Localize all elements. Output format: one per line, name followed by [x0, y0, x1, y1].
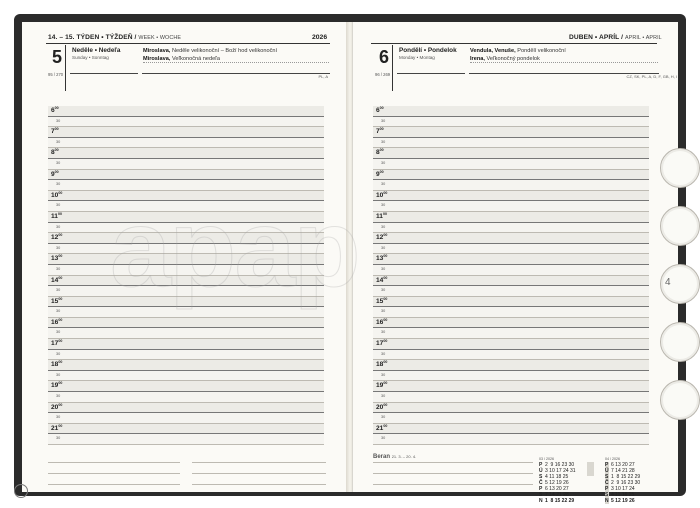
- half-hour-slot[interactable]: [373, 413, 649, 424]
- half-hour-slot[interactable]: [48, 201, 324, 212]
- calendar-row: P 6 13 20 27: [539, 486, 569, 492]
- hour-slot[interactable]: [48, 318, 324, 329]
- calendar-row: Č 5 12 19 26: [539, 480, 569, 486]
- hour-slot[interactable]: [373, 339, 649, 350]
- calendar-row: P 2 9 16 23 30: [539, 462, 575, 468]
- month-tabs: [660, 140, 700, 440]
- hour-slot[interactable]: [48, 403, 324, 414]
- calendar-row: Č 2 9 16 23 30: [605, 480, 641, 486]
- half-hour-label: 30: [56, 266, 61, 271]
- half-hour-slot[interactable]: [48, 307, 324, 318]
- hour-label: $17^{00}$: [376, 339, 388, 348]
- hour-label: $14^{00}$: [51, 275, 63, 284]
- hour-slot[interactable]: [48, 360, 324, 371]
- note-line[interactable]: [48, 462, 180, 463]
- calendar-row: P 6 13 20 27: [605, 462, 635, 468]
- day-subtitle: Sunday • Sonntag: [72, 55, 109, 60]
- hour-label: $11^{00}$: [376, 211, 387, 220]
- hour-slot[interactable]: [48, 212, 324, 223]
- half-hour-label: 30: [381, 330, 386, 335]
- half-hour-label: 30: [381, 436, 386, 441]
- hour-label: $9^{00}$: [51, 169, 59, 178]
- half-hour-label: 30: [381, 139, 386, 144]
- hour-slot[interactable]: [48, 148, 324, 159]
- hour-slot[interactable]: [48, 276, 324, 287]
- calendar-row: N 5 12 19 26: [605, 498, 635, 504]
- note-line[interactable]: [192, 484, 326, 485]
- day-underline: [70, 73, 138, 74]
- half-hour-slot[interactable]: [48, 180, 324, 191]
- hour-label: $6^{00}$: [376, 106, 384, 114]
- hour-slot[interactable]: [48, 339, 324, 350]
- hour-slot[interactable]: [48, 254, 324, 265]
- calendar-row: S 7 14 21 28: [539, 492, 569, 498]
- hour-grid: [373, 106, 649, 445]
- month-tab-current[interactable]: [660, 264, 700, 304]
- hour-label: $21^{00}$: [376, 423, 388, 432]
- calendar-row: P 3 10 17 24: [605, 486, 635, 492]
- hour-slot[interactable]: [48, 127, 324, 138]
- hour-label: $16^{00}$: [51, 317, 63, 326]
- hour-slot[interactable]: [373, 170, 649, 181]
- hour-label: $20^{00}$: [376, 402, 388, 411]
- day-underline: [397, 73, 465, 74]
- half-hour-label: 30: [381, 394, 386, 399]
- half-hour-label: 30: [381, 224, 386, 229]
- hour-label: $21^{00}$: [51, 423, 63, 432]
- half-hour-label: 30: [381, 245, 386, 250]
- half-hour-slot[interactable]: [373, 244, 649, 255]
- note-line[interactable]: [48, 484, 180, 485]
- month-title: DUBEN • APRÍL / APRIL • APRIL: [569, 34, 662, 41]
- half-hour-slot[interactable]: [373, 223, 649, 234]
- hour-label: $10^{00}$: [51, 190, 63, 199]
- half-hour-label: 30: [381, 351, 386, 356]
- day-of-year: 96 / 269: [375, 72, 391, 77]
- half-hour-label: 30: [56, 118, 61, 123]
- hour-label: $13^{00}$: [51, 254, 63, 263]
- half-hour-slot[interactable]: [48, 328, 324, 339]
- note-line[interactable]: [373, 462, 533, 463]
- half-hour-label: 30: [56, 160, 61, 165]
- hour-label: $12^{00}$: [51, 233, 63, 242]
- name-dotted-rule: [143, 62, 329, 63]
- half-hour-label: 30: [56, 415, 61, 420]
- half-hour-slot[interactable]: [373, 117, 649, 128]
- hour-label: $12^{00}$: [376, 233, 388, 242]
- hour-slot[interactable]: [373, 127, 649, 138]
- half-hour-label: 30: [56, 182, 61, 187]
- hour-label: $19^{00}$: [51, 381, 63, 390]
- hour-label: $11^{00}$: [51, 211, 62, 220]
- hour-grid: [48, 106, 324, 445]
- week-title: 14. – 15. TÝDEN • TÝŽDEŇ / WEEK • WOCHE: [48, 34, 182, 41]
- hour-label: $14^{00}$: [376, 275, 388, 284]
- calendar-row: S 4 11 18 25: [539, 474, 569, 480]
- half-hour-slot[interactable]: [373, 307, 649, 318]
- hour-label: $8^{00}$: [51, 148, 59, 157]
- half-hour-label: 30: [381, 372, 386, 377]
- half-hour-label: 30: [381, 203, 386, 208]
- day-of-year: 95 / 270: [48, 72, 64, 77]
- header-rule: [46, 43, 330, 44]
- half-hour-slot[interactable]: [373, 201, 649, 212]
- hour-slot[interactable]: [373, 424, 649, 435]
- half-hour-slot[interactable]: [373, 328, 649, 339]
- half-hour-label: 30: [56, 224, 61, 229]
- hour-slot[interactable]: [48, 381, 324, 392]
- hour-slot[interactable]: [48, 233, 324, 244]
- half-hour-slot[interactable]: [48, 434, 324, 445]
- half-hour-label: 30: [381, 118, 386, 123]
- note-line[interactable]: [192, 462, 326, 463]
- half-hour-label: 30: [56, 394, 61, 399]
- name-days: Vendula, Venuše, Pondělí velikonoční Irena, Veľkonočný pondelok: [470, 48, 566, 62]
- hour-slot[interactable]: [373, 360, 649, 371]
- hour-label: $7^{00}$: [376, 127, 384, 136]
- half-hour-label: 30: [381, 309, 386, 314]
- hour-label: $8^{00}$: [376, 148, 384, 157]
- half-hour-slot[interactable]: [48, 138, 324, 149]
- hour-slot[interactable]: [48, 170, 324, 181]
- hour-label: $13^{00}$: [376, 254, 388, 263]
- hour-slot[interactable]: [373, 318, 649, 329]
- half-hour-slot[interactable]: [373, 180, 649, 191]
- half-hour-label: 30: [56, 288, 61, 293]
- hour-label: $16^{00}$: [376, 317, 388, 326]
- half-hour-slot[interactable]: [373, 265, 649, 276]
- half-hour-label: 30: [56, 309, 61, 314]
- half-hour-label: 30: [381, 266, 386, 271]
- header-rule: [371, 43, 657, 44]
- hour-slot[interactable]: [373, 212, 649, 223]
- half-hour-label: 30: [56, 139, 61, 144]
- note-line[interactable]: [373, 473, 533, 474]
- hour-slot[interactable]: [48, 424, 324, 435]
- hour-label: $15^{00}$: [51, 296, 63, 305]
- half-hour-slot[interactable]: [48, 265, 324, 276]
- half-hour-label: 30: [56, 245, 61, 250]
- hour-slot[interactable]: [373, 381, 649, 392]
- hour-label: $18^{00}$: [376, 360, 388, 369]
- half-hour-slot[interactable]: [48, 244, 324, 255]
- hour-label: $15^{00}$: [376, 296, 388, 305]
- half-hour-label: 30: [381, 415, 386, 420]
- hour-slot[interactable]: [373, 233, 649, 244]
- name-dotted-rule: [470, 62, 658, 63]
- half-hour-slot[interactable]: [373, 138, 649, 149]
- month-tab[interactable]: [660, 206, 700, 246]
- day-number: 6: [379, 47, 390, 67]
- half-hour-slot[interactable]: [373, 371, 649, 382]
- name-days: Miroslava, Neděle velikonoční – Boží hod velikonoční Miroslava, Veľkonočná nedeľa: [143, 48, 278, 62]
- note-line[interactable]: [192, 473, 326, 474]
- hour-slot[interactable]: [48, 106, 324, 117]
- hour-slot[interactable]: [48, 297, 324, 308]
- hour-slot[interactable]: [373, 148, 649, 159]
- zodiac-sign: Beran 21. 3. – 20. 4.: [373, 454, 417, 460]
- right-page: [352, 22, 678, 504]
- note-line[interactable]: [373, 484, 533, 485]
- month-tab[interactable]: [660, 322, 700, 362]
- hour-label: $6^{00}$: [51, 106, 59, 114]
- half-hour-slot[interactable]: [48, 223, 324, 234]
- holiday-countries: CZ, SK, PL, A, D, F, GB, H, I: [626, 74, 677, 79]
- half-hour-label: 30: [56, 436, 61, 441]
- note-line[interactable]: [48, 473, 180, 474]
- hour-slot[interactable]: [373, 297, 649, 308]
- half-hour-slot[interactable]: [48, 413, 324, 424]
- half-hour-slot[interactable]: [48, 286, 324, 297]
- hour-label: $19^{00}$: [376, 381, 388, 390]
- year-label: 2026: [312, 34, 328, 41]
- half-hour-slot[interactable]: [373, 392, 649, 403]
- calendar-row: N 1 8 15 22 29: [539, 498, 575, 504]
- calendar-row: S 4 11 18 25: [605, 492, 635, 498]
- hour-slot[interactable]: [373, 276, 649, 287]
- hour-label: $20^{00}$: [51, 402, 63, 411]
- half-hour-slot[interactable]: [373, 286, 649, 297]
- hour-label: $9^{00}$: [376, 169, 384, 178]
- hour-slot[interactable]: [373, 254, 649, 265]
- month-tab-label: 4: [665, 277, 671, 288]
- calendar-row: S 1 8 15 22 29: [605, 474, 641, 480]
- calendar-row: Ú 3 10 17 24 31: [539, 468, 576, 474]
- half-hour-slot[interactable]: [373, 159, 649, 170]
- half-hour-label: 30: [381, 160, 386, 165]
- calendar-row: Ú 7 14 21 28: [605, 468, 635, 474]
- day-number: 5: [52, 47, 63, 67]
- hour-label: $17^{00}$: [51, 339, 63, 348]
- half-hour-label: 30: [56, 330, 61, 335]
- day-name: Pondělí • Pondelok: [399, 47, 457, 54]
- half-hour-slot[interactable]: [373, 350, 649, 361]
- calendar-week-highlight: [587, 462, 594, 476]
- hour-slot[interactable]: [373, 191, 649, 202]
- left-page: [22, 22, 348, 492]
- half-hour-label: 30: [56, 372, 61, 377]
- hour-label: $18^{00}$: [51, 360, 63, 369]
- day-subtitle: Monday • Montag: [399, 55, 435, 60]
- mini-calendar-april: 04 / 2026 P 6 13 20 27 Ú 7 14 21 28 S 1 8 15 22 29 Č 2 9 16 23 30 P 3 10 17 24 S 4 11 18 25 N 5 12 19 26: [605, 457, 641, 504]
- half-hour-label: 30: [56, 351, 61, 356]
- half-hour-label: 30: [56, 203, 61, 208]
- day-name: Neděle • Nedeľa: [72, 47, 121, 54]
- half-hour-slot[interactable]: [48, 350, 324, 361]
- hour-slot[interactable]: [48, 191, 324, 202]
- holiday-countries: PL, A: [318, 74, 328, 79]
- hour-label: $10^{00}$: [376, 190, 388, 199]
- half-hour-slot[interactable]: [373, 434, 649, 445]
- half-hour-slot[interactable]: [48, 159, 324, 170]
- hour-slot[interactable]: [373, 106, 649, 117]
- page-corner-mark: [14, 484, 28, 498]
- month-tab[interactable]: [660, 148, 700, 188]
- hour-label: $7^{00}$: [51, 127, 59, 136]
- half-hour-label: 30: [381, 182, 386, 187]
- mini-calendar-march: 03 / 2026 P 2 9 16 23 30 Ú 3 10 17 24 31 S 4 11 18 25 Č 5 12 19 26 P 6 13 20 27 S 7 14 21 28 N 1 8 15 22 29: [539, 457, 576, 504]
- hour-slot[interactable]: [373, 403, 649, 414]
- half-hour-slot[interactable]: [48, 371, 324, 382]
- half-hour-slot[interactable]: [48, 392, 324, 403]
- half-hour-label: 30: [381, 288, 386, 293]
- month-tab[interactable]: [660, 380, 700, 420]
- half-hour-slot[interactable]: [48, 117, 324, 128]
